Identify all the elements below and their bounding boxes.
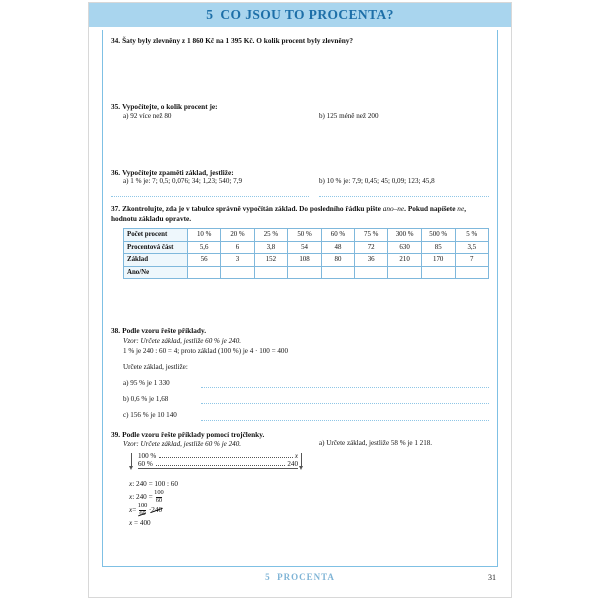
exercise-38-number: 38. <box>111 326 121 336</box>
cell: 5 % <box>455 229 488 242</box>
exercise-36-heading <box>111 168 489 178</box>
exercise-36-number: 36. <box>111 167 121 177</box>
exercise-37-prompt-b: . Pokud napíšete <box>404 204 458 214</box>
answer-cell[interactable] <box>288 266 322 279</box>
answer-cell[interactable] <box>355 266 388 279</box>
equation-4-result: = 400 <box>134 519 151 528</box>
chapter-number: 5 <box>206 7 214 22</box>
leader-dots <box>156 465 286 466</box>
trojclenka-equations <box>129 478 489 530</box>
equation-4-variable: x <box>129 519 133 528</box>
exercise-34-prompt: Šaty byly zlevněny z 1 860 Kč na 1 395 Kč. O kolik procent byly zlevněny? <box>122 36 354 45</box>
cell: 6 <box>221 241 254 254</box>
row-label: Základ <box>124 254 188 267</box>
exercise-35-item-a: a) 92 více než 80 <box>123 111 172 120</box>
cell: 80 <box>321 254 354 267</box>
cell: 10 % <box>187 229 220 242</box>
equation-3-equals: = <box>132 506 137 515</box>
exercise-37-prompt-italic-1: ano–ne <box>382 204 405 214</box>
exercise-38 <box>111 326 489 430</box>
exercise-34-number: 34. <box>111 36 121 45</box>
exercise-35-heading <box>111 102 489 112</box>
exercise-34-heading <box>111 36 489 46</box>
table-row <box>124 266 489 279</box>
fraction-100-60 <box>154 490 164 505</box>
answer-line-38a[interactable] <box>201 387 489 388</box>
equation-2 <box>129 488 489 504</box>
equation-3-variable: x <box>129 506 133 515</box>
fraction-numerator: 100 <box>137 501 148 509</box>
trojclenka-bottom-left: 60 % <box>138 459 153 468</box>
exercise-37-number: 37. <box>111 204 121 214</box>
trojclenka-row-top <box>129 452 307 460</box>
exercise-36-item-a: a) 1 % je: 7; 0,5; 0,076; 34; 1,23; 540; 7,9 <box>123 177 243 186</box>
exercise-36 <box>111 168 489 205</box>
exercise-39 <box>111 430 489 530</box>
exercise-37-workspace[interactable] <box>111 279 489 326</box>
trojclenka-top-right: x <box>294 451 298 460</box>
exercise-38-row-a <box>111 378 489 388</box>
chapter-header-band <box>89 3 511 27</box>
equation-1-rest: : 240 = 100 : 60 <box>132 480 178 489</box>
cell: 60 % <box>321 229 354 242</box>
exercise-38-vzor-calc: 1 % je 240 : 60 = 4; proto základ (100 %) je 4 · 100 = 400 <box>123 347 289 356</box>
exercise-35-items <box>111 112 489 122</box>
exercise-36-item-b: b) 10 % je: 7,9; 0,45; 45; 0,09; 123; 45,8 <box>319 177 435 186</box>
table-row <box>124 241 489 254</box>
exercise-38-item-c: c) 156 % je 10 140 <box>123 411 177 420</box>
leader-dots <box>159 457 293 458</box>
answer-cell[interactable] <box>388 266 422 279</box>
equation-4 <box>129 517 489 530</box>
exercise-37-prompt-c: , hodnotu základu opravte. <box>111 204 467 224</box>
page-footer <box>102 572 498 588</box>
exercise-38-row-c <box>111 410 489 420</box>
cell: 20 % <box>221 229 254 242</box>
answer-cell[interactable] <box>254 266 288 279</box>
exercise-36-answer-lines <box>111 196 489 197</box>
exercise-39-columns <box>111 439 489 449</box>
row-label: Ano/Ne <box>124 266 188 279</box>
table-row <box>124 229 489 242</box>
exercise-36-prompt: Vypočítejte zpaměti základ, jestliže: <box>122 167 234 177</box>
cell: 48 <box>321 241 354 254</box>
answer-line-36a[interactable] <box>111 196 309 197</box>
exercise-38-row-b <box>111 394 489 404</box>
footer-chapter <box>102 572 498 582</box>
cell: 500 % <box>421 229 455 242</box>
exercise-35-number: 35. <box>111 101 121 111</box>
exercise-34 <box>111 36 489 102</box>
exercise-39-prompt: Podle vzoru řešte příklady pomocí trojčlenky. <box>122 429 265 439</box>
exercise-35-workspace[interactable] <box>111 122 489 168</box>
answer-line-38c[interactable] <box>201 420 489 421</box>
row-label: Procentová část <box>124 241 188 254</box>
trojclenka-bottom-right: 240 <box>287 459 298 468</box>
answer-cell[interactable] <box>421 266 455 279</box>
cell: 36 <box>355 254 388 267</box>
cell: 3,5 <box>455 241 488 254</box>
fraction-numerator: 100 <box>154 488 164 496</box>
answer-cell[interactable] <box>221 266 254 279</box>
exercise-37-prompt-italic-2: ne <box>457 204 465 214</box>
fraction-denominator: 60 <box>155 496 163 504</box>
exercise-37-heading <box>111 204 489 224</box>
trojclenka-diagram <box>129 452 307 469</box>
fraction-denominator-cancelled: 60 <box>139 509 146 517</box>
exercise-38-heading <box>111 326 489 336</box>
equation-3 <box>129 501 489 517</box>
equation-1-variable: x <box>129 480 133 489</box>
cell: 5,6 <box>187 241 220 254</box>
exercise-39-vzor: Vzor: Určete základ, jestliže 60 % je 240. <box>123 440 242 449</box>
trojclenka-top-left: 100 % <box>138 451 157 460</box>
cell: 75 % <box>355 229 388 242</box>
answer-line-38b[interactable] <box>201 403 489 404</box>
exercise-38-instruction: Určete základ, jestliže: <box>123 363 188 372</box>
cell: 54 <box>288 241 322 254</box>
row-label: Počet procent <box>124 229 188 242</box>
footer-chapter-title: PROCENTA <box>277 572 335 582</box>
percent-check-table <box>123 228 489 279</box>
cell: 56 <box>187 254 220 267</box>
chapter-title-text: CO JSOU TO PROCENTA? <box>220 7 394 22</box>
trojclenka-underline <box>138 468 298 469</box>
chapter-title <box>206 7 394 23</box>
cell: 50 % <box>288 229 322 242</box>
exercise-35-prompt: Vypočítejte, o kolik procent je: <box>122 101 218 111</box>
page-number: 31 <box>488 573 496 582</box>
exercise-38-vzor: Vzor: Určete základ, jestliže 60 % je 240. <box>123 336 242 345</box>
cell: 210 <box>388 254 422 267</box>
answer-cell[interactable] <box>187 266 220 279</box>
cell: 3,8 <box>254 241 288 254</box>
cell: 7 <box>455 254 488 267</box>
cell: 170 <box>421 254 455 267</box>
cell: 300 % <box>388 229 422 242</box>
content-area <box>104 31 496 565</box>
exercise-36-items <box>111 177 489 187</box>
trojclenka-row-bottom <box>129 460 307 468</box>
exercise-35-item-b: b) 125 méně než 200 <box>319 111 379 120</box>
equation-3-tail-cancelled: 240 <box>151 506 163 515</box>
fraction-100-60-cancelled <box>138 503 148 518</box>
cell: 25 % <box>254 229 288 242</box>
equation-3-dot: · <box>148 506 152 515</box>
table-row <box>124 254 489 267</box>
equation-2-mid: : 240 = <box>132 493 153 502</box>
footer-chapter-number: 5 <box>265 572 271 582</box>
cell: 72 <box>355 241 388 254</box>
cell: 108 <box>288 254 322 267</box>
answer-line-36b[interactable] <box>319 196 489 197</box>
exercise-35 <box>111 102 489 168</box>
cell: 630 <box>388 241 422 254</box>
exercise-38-item-a: a) 95 % je 1 330 <box>123 378 170 387</box>
answer-cell[interactable] <box>455 266 488 279</box>
exercise-37 <box>111 204 489 326</box>
cell: 152 <box>254 254 288 267</box>
exercise-38-prompt: Podle vzoru řešte příklady. <box>122 326 207 336</box>
cell: 3 <box>221 254 254 267</box>
exercise-39-heading <box>111 430 489 440</box>
equation-2-variable: x <box>129 493 133 502</box>
exercise-34-workspace[interactable] <box>111 46 489 102</box>
exercise-39-number: 39. <box>111 429 121 439</box>
cell: 85 <box>421 241 455 254</box>
equation-1 <box>129 478 489 491</box>
answer-cell[interactable] <box>321 266 354 279</box>
exercise-38-item-b: b) 0,6 % je 1,68 <box>123 395 169 404</box>
exercise-39-item-a: a) Určete základ, jestliže 58 % je 1 218. <box>319 439 433 448</box>
exercise-37-prompt-a: Zkontrolujte, zda je v tabulce správně vypočítán základ. Do posledního řádku pište <box>122 204 383 214</box>
